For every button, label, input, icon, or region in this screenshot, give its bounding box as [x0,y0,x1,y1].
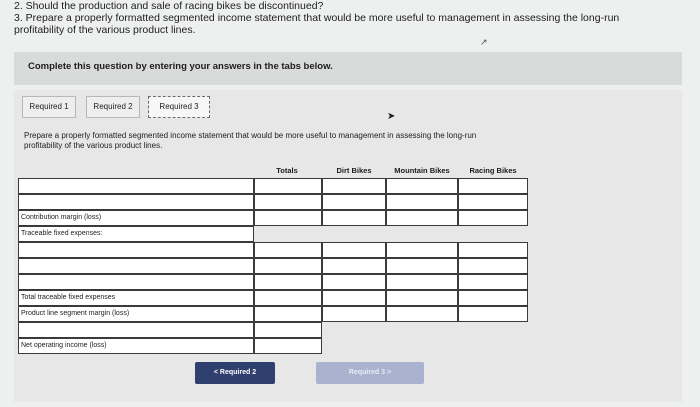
dirt-bikes-input[interactable] [322,194,386,210]
row-label-input[interactable] [18,258,254,274]
prompt-line-2: profitability of the various product lines. [24,141,163,150]
prev-button-label: Required 2 [219,369,257,376]
instruction-bar [14,52,682,85]
racing-bikes-input[interactable] [458,242,528,258]
mountain-bikes-input[interactable] [386,258,458,274]
tab-required-3[interactable]: Required 3 [148,96,210,118]
totals-input[interactable] [254,194,322,210]
mountain-bikes-input[interactable] [386,306,458,322]
column-header-mountain-bikes: Mountain Bikes [394,166,450,175]
totals-input[interactable] [254,338,322,354]
row-label-input[interactable] [18,178,254,194]
totals-input[interactable] [254,306,322,322]
question-line-2: 2. Should the production and sale of racing bikes be discontinued? [14,0,324,12]
tab-required-1[interactable]: Required 1 [22,96,76,118]
question-line-3b: profitability of the various product lines. [14,24,196,36]
dirt-bikes-input[interactable] [322,210,386,226]
racing-bikes-input[interactable] [458,274,528,290]
totals-input[interactable] [254,210,322,226]
row-label-input[interactable] [18,194,254,210]
mountain-bikes-input[interactable] [386,194,458,210]
question-line-3a: 3. Prepare a properly formatted segmented income statement that would be more useful to management in assessing the long-run [14,12,620,24]
racing-bikes-input[interactable] [458,178,528,194]
dirt-bikes-input[interactable] [322,306,386,322]
mountain-bikes-input[interactable] [386,178,458,194]
racing-bikes-input[interactable] [458,210,528,226]
previous-required-2-button[interactable] [195,362,275,384]
mountain-bikes-input[interactable] [386,290,458,306]
row-label-net-operating-income: Net operating income (loss) [18,338,254,354]
dirt-bikes-input[interactable] [322,274,386,290]
chevron-left-icon: < [213,369,218,376]
mouse-pointer-icon: ➤ [387,111,396,122]
row-label-total-traceable-fixed-expenses: Total traceable fixed expenses [18,290,254,306]
column-header-totals: Totals [276,166,298,175]
row-label-input[interactable] [18,242,254,258]
totals-input[interactable] [254,242,322,258]
row-label-traceable-fixed-expenses: Traceable fixed expenses: [18,226,254,242]
totals-input[interactable] [254,290,322,306]
totals-input[interactable] [254,258,322,274]
tab-required-2[interactable]: Required 2 [86,96,140,118]
mountain-bikes-input[interactable] [386,210,458,226]
column-header-racing-bikes: Racing Bikes [469,166,517,175]
row-label-input[interactable] [18,274,254,290]
mountain-bikes-input[interactable] [386,274,458,290]
totals-input[interactable] [254,178,322,194]
chevron-right-icon: > [387,369,392,376]
prompt-line-1: Prepare a properly formatted segmented income statement that would be more useful to management in assessing the long-run [24,131,477,140]
dirt-bikes-input[interactable] [322,178,386,194]
instruction-text: Complete this question by entering your answers in the tabs below. [28,61,333,72]
dirt-bikes-input[interactable] [322,290,386,306]
racing-bikes-input[interactable] [458,194,528,210]
next-required-3-button[interactable] [316,362,424,384]
cursor-mark: ↗ [480,37,488,47]
racing-bikes-input[interactable] [458,290,528,306]
question-text [14,0,674,36]
row-label-contribution-margin: Contribution margin (loss) [18,210,254,226]
prompt-text [24,131,644,151]
racing-bikes-input[interactable] [458,258,528,274]
totals-input[interactable] [254,322,322,338]
dirt-bikes-input[interactable] [322,258,386,274]
row-label-input[interactable] [18,322,254,338]
next-button-label: Required 3 [348,369,386,376]
racing-bikes-input[interactable] [458,306,528,322]
dirt-bikes-input[interactable] [322,242,386,258]
mountain-bikes-input[interactable] [386,242,458,258]
row-label-product-line-segment-margin: Product line segment margin (loss) [18,306,254,322]
totals-input[interactable] [254,274,322,290]
column-header-dirt-bikes: Dirt Bikes [336,166,372,175]
